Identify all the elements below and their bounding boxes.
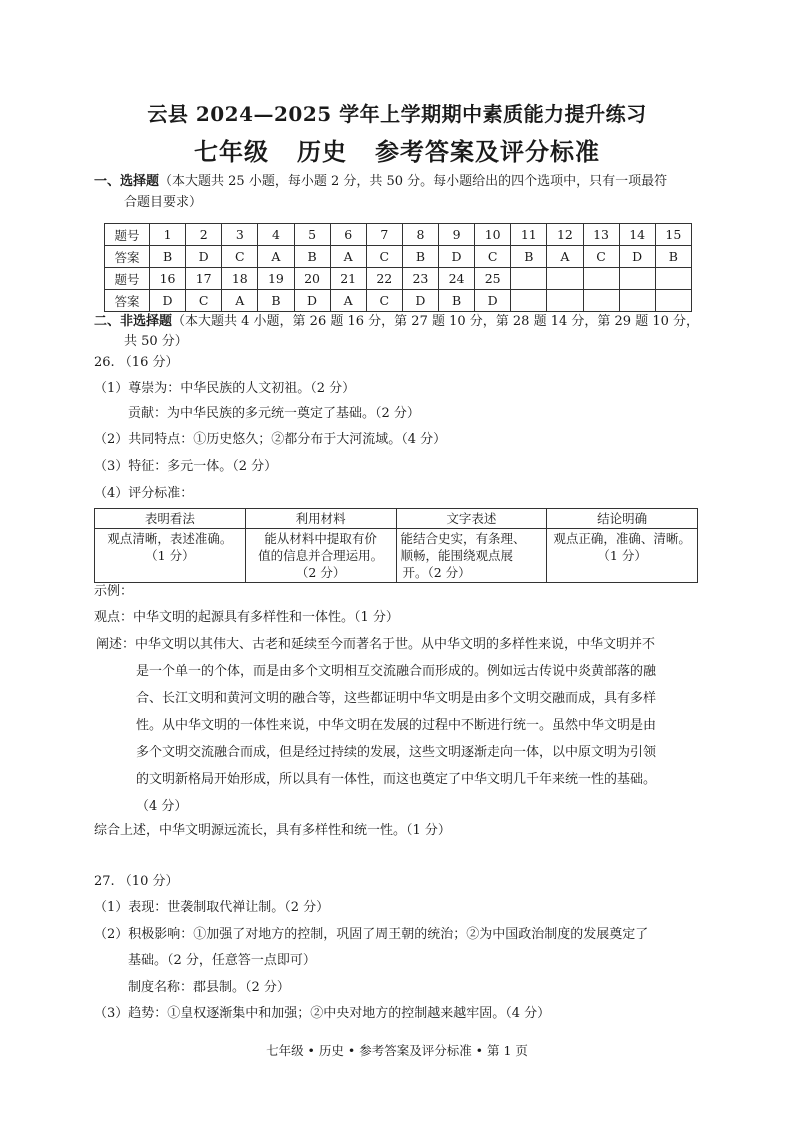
answer-cell: 15 — [655, 224, 691, 246]
answer-cell — [655, 268, 691, 290]
answer-cell: A — [222, 290, 258, 312]
answer-cell: B — [655, 246, 691, 268]
answer-cell: B — [150, 246, 186, 268]
answer-cell: B — [439, 290, 475, 312]
section1-desc: （本大题共 25 小题，每小题 2 分，共 50 分。每小题给出的四个选项中，只有一项最符 — [159, 174, 668, 189]
answer-cell: B — [258, 290, 294, 312]
answer-cell: 16 — [150, 268, 186, 290]
answer-cell: C — [366, 290, 402, 312]
example-label: 示例： — [94, 584, 134, 599]
q26-answer-3: （3）特征：多元一体。（2 分） — [94, 459, 278, 474]
criteria-cell: 观点清晰，表述准确。 （1 分） — [95, 529, 246, 583]
criteria-header: 利用材料 — [245, 509, 396, 529]
criteria-cell: 能从材料中提取有价 值的信息并合理运用。 （2 分） — [245, 529, 396, 583]
answer-table-row — [105, 268, 692, 290]
answer-cell: D — [475, 290, 511, 312]
answer-cell: 6 — [330, 224, 366, 246]
answer-cell: D — [439, 246, 475, 268]
elab-line: 多个文明交流融合而成，但是经过持续的发展，这些文明逐渐走向一体，以中原文明为引领 — [136, 745, 657, 760]
answer-cell: 12 — [547, 224, 583, 246]
answer-cell: A — [330, 290, 366, 312]
answer-cell: A — [258, 246, 294, 268]
answer-cell: 14 — [619, 224, 655, 246]
answer-cell: C — [366, 246, 402, 268]
q27-answer-3: （3）趋势：①皇权逐渐集中和加强；②中央对地方的控制越来越牢固。（4 分） — [94, 1006, 551, 1021]
answer-cell: 7 — [366, 224, 402, 246]
section2-label: 二、非选择题 — [94, 314, 173, 329]
summary: 综合上述，中华文明源远流长，具有多样性和统一性。（1 分） — [94, 823, 451, 838]
answer-cell — [583, 268, 619, 290]
answer-cell: C — [222, 246, 258, 268]
answer-cell — [547, 290, 583, 312]
answer-table-row — [105, 246, 692, 268]
answer-cell: 18 — [222, 268, 258, 290]
q26-answer-4: （4）评分标准： — [94, 486, 194, 501]
section1-label: 一、选择题 — [94, 174, 160, 189]
section2-heading — [94, 313, 699, 331]
answer-cell: D — [186, 246, 222, 268]
answer-cell: D — [402, 290, 438, 312]
answer-cell: B — [294, 246, 330, 268]
subject-label: 历史 — [297, 137, 347, 166]
q27-answer-2: （2）积极影响：①加强了对地方的控制，巩固了周王朝的统治；②为中国政治制度的发展奠定了 — [94, 927, 649, 942]
answer-cell: C — [186, 290, 222, 312]
criteria-cell: 观点正确，准确、清晰。 （1 分） — [547, 529, 698, 583]
section1-heading — [94, 173, 667, 191]
q26-answer-1b: 贡献：为中华民族的多元统一奠定了基础。（2 分） — [128, 406, 420, 421]
answer-cell: D — [150, 290, 186, 312]
answer-cell: D — [294, 290, 330, 312]
q26-answer-1: （1）尊崇为：中华民族的人文初祖。（2 分） — [94, 381, 356, 396]
answer-cell: 1 — [150, 224, 186, 246]
answer-cell: B — [402, 246, 438, 268]
answer-cell: D — [619, 246, 655, 268]
answer-cell: 11 — [511, 224, 547, 246]
section2-desc: （本大题共 4 小题，第 26 题 16 分，第 27 题 10 分，第 28 题 14 分，第 29 题 10 分， — [172, 314, 700, 329]
q27-answer-1: （1）表现：世袭制取代禅让制。（2 分） — [94, 900, 330, 915]
row-label: 题号 — [105, 268, 150, 290]
answer-cell: 10 — [475, 224, 511, 246]
answer-cell: 8 — [402, 224, 438, 246]
answer-cell: 2 — [186, 224, 222, 246]
row-label: 答案 — [105, 246, 150, 268]
answer-cell: 9 — [439, 224, 475, 246]
answer-cell: A — [330, 246, 366, 268]
answer-table-row — [105, 224, 692, 246]
elab-line: 阐述：中华文明以其伟大、古老和延续至今而著名于世。从中华文明的多样性来说，中华文明并不 — [96, 637, 656, 652]
q26-answer-2: （2）共同特点：①历史悠久；②都分布于大河流域。（4 分） — [94, 432, 447, 447]
elab-line: 合、长江文明和黄河文明的融合等，这些都证明中华文明是由多个文明交融而成，具有多样 — [136, 691, 657, 706]
answer-cell: B — [511, 246, 547, 268]
answer-cell: 22 — [366, 268, 402, 290]
elaboration — [96, 631, 700, 820]
criteria-header: 文字表述 — [396, 509, 547, 529]
viewpoint: 观点：中华文明的起源具有多样性和一体性。（1 分） — [94, 610, 399, 625]
answer-cell — [655, 290, 691, 312]
page-footer: 七年级 • 历史 • 参考答案及评分标准 • 第 1 页 — [266, 1043, 528, 1058]
answer-cell — [547, 268, 583, 290]
q27-answer-2b: 基础。（2 分，任意答一点即可） — [128, 953, 316, 968]
elab-line: 是一个单一的个体，而是由多个文明相互交流融合而形成的。例如远古传说中炎黄部落的融 — [136, 664, 657, 679]
answer-cell — [511, 290, 547, 312]
answer-table-row — [105, 290, 692, 312]
q27-heading: 27. （10 分） — [94, 874, 179, 889]
answer-cell: 23 — [402, 268, 438, 290]
answer-cell: 21 — [330, 268, 366, 290]
answer-cell: 25 — [475, 268, 511, 290]
grade-label: 七年级 — [194, 137, 269, 166]
q26-heading: 26. （16 分） — [94, 355, 179, 370]
elab-line: 性。从中华文明的一体性来说，中华文明在发展的过程中不断进行统一。虽然中华文明是由 — [136, 718, 657, 733]
answer-cell: 13 — [583, 224, 619, 246]
criteria-header: 表明看法 — [95, 509, 246, 529]
answer-cell — [619, 290, 655, 312]
answer-table — [104, 223, 692, 312]
answer-cell: 3 — [222, 224, 258, 246]
answer-cell: 20 — [294, 268, 330, 290]
answer-cell — [583, 290, 619, 312]
elab-line: 的文明新格局开始形成，所以具有一体性，而这也奠定了中华文明几千年来统一性的基础。 — [136, 772, 657, 787]
section1-desc-cont: 合题目要求） — [124, 195, 203, 210]
elab-line: （4 分） — [136, 799, 188, 814]
document-subtitle — [0, 132, 794, 167]
answer-cell: 19 — [258, 268, 294, 290]
criteria-table — [94, 508, 698, 583]
answer-cell: A — [547, 246, 583, 268]
q27-answer-2c: 制度名称：郡县制。（2 分） — [128, 980, 290, 995]
answer-cell: 17 — [186, 268, 222, 290]
answer-cell — [511, 268, 547, 290]
answer-cell: 5 — [294, 224, 330, 246]
answer-cell — [619, 268, 655, 290]
row-label: 答案 — [105, 290, 150, 312]
answer-cell: 4 — [258, 224, 294, 246]
criteria-cell: 能结合史实，有条理、 顺畅，能围绕观点展 开。（2 分） — [396, 529, 547, 583]
answer-cell: C — [475, 246, 511, 268]
row-label: 题号 — [105, 224, 150, 246]
criteria-header: 结论明确 — [547, 509, 698, 529]
doc-type-label: 参考答案及评分标准 — [375, 137, 600, 166]
answer-cell: C — [583, 246, 619, 268]
section2-desc-cont: 共 50 分） — [124, 334, 188, 349]
exam-title: 云县 2024—2025 学年上学期期中素质能力提升练习 — [147, 102, 647, 126]
answer-cell: 24 — [439, 268, 475, 290]
